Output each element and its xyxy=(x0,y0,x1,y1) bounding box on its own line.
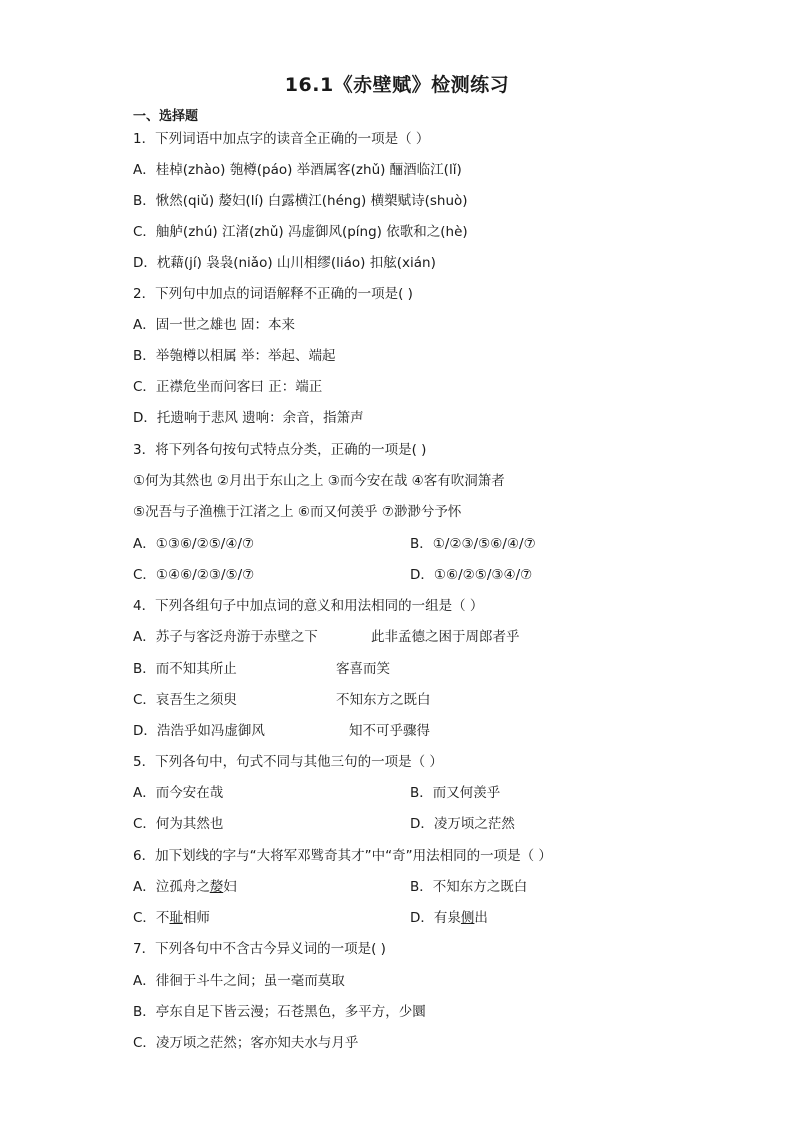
question-3-option-d: D．①⑥/②⑤/③④/⑦ xyxy=(410,567,533,583)
option-text: 妇 xyxy=(223,879,237,895)
question-4-option-c-right: 不知东方之既白 xyxy=(336,692,431,708)
question-4-option-a-right: 此非孟德之困于周郎者乎 xyxy=(371,629,520,645)
option-text: C．不 xyxy=(133,910,170,926)
option-text: D．有泉 xyxy=(410,910,461,926)
question-3-option-b: B．①/②③/⑤⑥/④/⑦ xyxy=(410,536,536,552)
question-2-option-d: D．托遗响于悲风 遗响：余音，指箫声 xyxy=(133,410,364,426)
question-6-option-c xyxy=(133,909,210,927)
question-6-stem: 6．加下划线的字与“大将军邓骘奇其才”中“奇”用法相同的一项是（ ） xyxy=(133,848,552,864)
question-1-option-c: C．舳舻(zhú) 江渚(zhǔ) 冯虚御风(píng) 依歌和之(hè) xyxy=(133,224,468,240)
question-4-option-d-left: D．浩浩乎如冯虚御风 xyxy=(133,723,265,739)
question-5-option-d: D．凌万顷之茫然 xyxy=(410,816,515,832)
question-4-option-a-left: A．苏子与客泛舟游于赤壁之下 xyxy=(133,629,318,645)
question-2-option-c: C．正襟危坐而问客曰 正：端正 xyxy=(133,379,323,395)
question-6-option-b: B．不知东方之既白 xyxy=(410,879,528,895)
question-4-option-c-left: C．哀吾生之须臾 xyxy=(133,692,237,708)
question-6-option-d xyxy=(410,909,488,927)
page-title: 16.1《赤壁赋》检测练习 xyxy=(284,74,510,96)
option-text: 出 xyxy=(474,910,488,926)
underlined-char: 耻 xyxy=(169,910,183,926)
question-7-option-a: A．徘徊于斗牛之间；虽一毫而莫取 xyxy=(133,973,345,989)
question-4-option-b-right: 客喜而笑 xyxy=(336,661,390,677)
question-3-stem: 3．将下列各句按句式特点分类，正确的一项是( ) xyxy=(133,442,427,458)
question-2-option-b: B．举匏樽以相属 举：举起、端起 xyxy=(133,348,336,364)
option-text: A．泣孤舟之 xyxy=(133,879,210,895)
question-7-option-b: B．亭东自足下皆云漫；石苍黑色，多平方，少圜 xyxy=(133,1004,426,1020)
question-1-option-b: B．愀然(qiǔ) 嫠妇(lí) 白露横江(héng) 横槊赋诗(shuò) xyxy=(133,193,468,209)
question-4-option-d-right: 知不可乎骤得 xyxy=(349,723,430,739)
question-3-option-c: C．①④⑥/②③/⑤/⑦ xyxy=(133,567,255,583)
question-4-option-b-left: B．而不知其所止 xyxy=(133,661,237,677)
option-text: 相师 xyxy=(182,910,210,926)
question-4-stem: 4．下列各组句子中加点词的意义和用法相同的一组是（ ） xyxy=(133,598,484,614)
question-1-stem: 1．下列词语中加点字的读音全正确的一项是（ ） xyxy=(133,131,430,147)
question-5-stem: 5．下列各句中，句式不同与其他三句的一项是（ ） xyxy=(133,754,443,770)
question-2-stem: 2．下列句中加点的词语解释不正确的一项是( ) xyxy=(133,286,413,302)
underlined-char: 侧 xyxy=(460,910,475,926)
question-7-stem: 7．下列各句中不含古今异义词的一项是( ) xyxy=(133,941,386,957)
question-5-option-c: C．何为其然也 xyxy=(133,816,224,832)
question-2-option-a: A．固一世之雄也 固：本来 xyxy=(133,317,296,333)
question-3-items-row2: ⑤况吾与子渔樵于江渚之上 ⑥而又何羡乎 ⑦渺渺兮予怀 xyxy=(133,504,462,520)
question-7-option-c: C．凌万顷之茫然；客亦知夫水与月乎 xyxy=(133,1035,359,1051)
question-1-option-d: D．枕藉(jí) 袅袅(niǎo) 山川相缪(liáo) 扣舷(xián) xyxy=(133,255,436,271)
question-5-option-a: A．而今安在哉 xyxy=(133,785,224,801)
section-heading: 一、选择题 xyxy=(133,109,199,124)
underlined-char: 嫠 xyxy=(209,879,224,895)
question-3-option-a: A．①③⑥/②⑤/④/⑦ xyxy=(133,536,255,552)
question-6-option-a xyxy=(133,878,237,896)
question-3-items-row1: ①何为其然也 ②月出于东山之上 ③而今安在哉 ④客有吹洞箫者 xyxy=(133,473,505,489)
question-5-option-b: B．而又何羡乎 xyxy=(410,785,501,801)
question-1-option-a: A．桂棹(zhào) 匏樽(páo) 举酒属客(zhǔ) 酾酒临江(lǐ) xyxy=(133,162,462,178)
